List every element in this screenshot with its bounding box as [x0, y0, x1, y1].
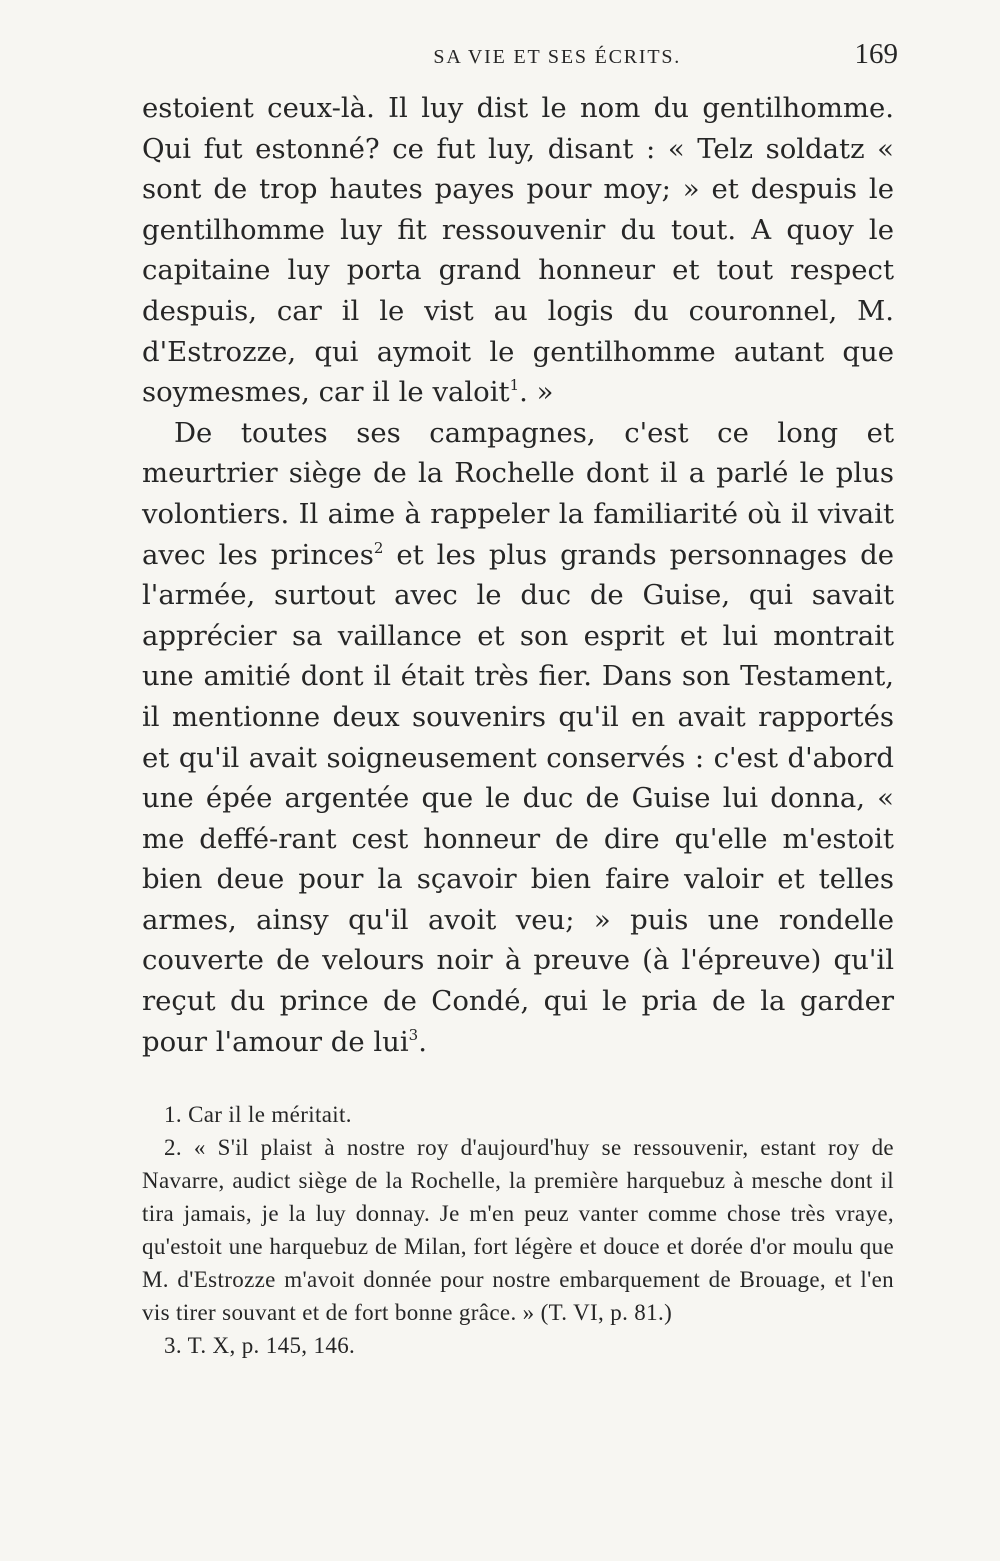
footnote — [142, 1329, 894, 1362]
footnote-ref: 3 — [408, 1025, 419, 1044]
paragraph — [142, 413, 894, 1063]
footnote-ref: 2 — [373, 538, 384, 557]
footnotes — [142, 1098, 894, 1362]
main-text — [142, 88, 894, 1062]
footnote — [142, 1131, 894, 1329]
footnote-number: 1. — [164, 1102, 182, 1127]
footnote-text: T. X, p. 145, 146. — [187, 1333, 356, 1358]
paragraph-continued — [142, 88, 894, 413]
running-title: SA VIE ET SES ÉCRITS. — [433, 46, 682, 68]
footnote — [142, 1098, 894, 1131]
footnote-text: « S'il plaist à nostre roy d'aujourd'huy se ressouvenir, estant roy de Navarre, audict siège de la Rochelle, la première harquebuz à mesche dont il tira jamais, je la luy donnay. Je m'en peuz vanter comme chose très vraye, qu'estoit une harquebuz de Milan, fort légère et douce et dorée d'or moulu que M. d'Estrozze m'avoit donnée pour nostre embarquement de Brouage, et l'en vis tirer souvant et de fort bonne grâce. » (T. VI, p. 81.) — [142, 1135, 894, 1325]
footnote-number: 3. — [164, 1333, 182, 1358]
paragraph-text: . » — [519, 376, 554, 409]
page-number: 169 — [854, 38, 898, 70]
footnote-ref: 1 — [509, 376, 520, 395]
paragraph-text: et les plus grands personnages de l'armée, surtout avec le duc de Guise, qui savait apprécier sa vaillance et son esprit et lui montrait une amitié dont il était très fier. Dans son Testament, il mentionne deux souvenirs qu'il en avait rapportés et qu'il avait soigneusement conservés : c'est d'abord une épée argentée que le duc de Guise lui donna, « me deffé-rant cest honneur de dire qu'elle m'estoit bien deue pour la sçavoir bien faire valoir et telles armes, ainsy qu'il avoit veu; » puis une rondelle couverte de velours noir à preuve (à l'épreuve) qu'il reçut du prince de Condé, qui le pria de la garder pour l'amour de lui — [142, 538, 894, 1058]
paragraph-text: De toutes ses campagnes, c'est ce long et meurtrier siège de la Rochelle dont il a parlé le plus volontiers. Il aime à rappeler la familiarité où il vivait avec les princes — [142, 416, 894, 571]
paragraph-text: . — [418, 1025, 427, 1058]
paragraph-text: estoient ceux-là. Il luy dist le nom du gentilhomme. Qui fut estonné? ce fut luy, disant : « Telz soldatz « sont de trop hautes payes pour moy; » et despuis le gentilhomme luy fit ressouvenir du tout. A quoy le capitaine luy porta grand honneur et tout respect despuis, car il le vist au logis du couronnel, M. d'Estrozze, qui aymoit le gentilhomme autant que soymesmes, car il le valoit — [142, 92, 894, 409]
page-header — [140, 38, 898, 82]
footnote-text: Car il le méritait. — [188, 1102, 352, 1127]
footnote-number: 2. — [164, 1135, 182, 1160]
